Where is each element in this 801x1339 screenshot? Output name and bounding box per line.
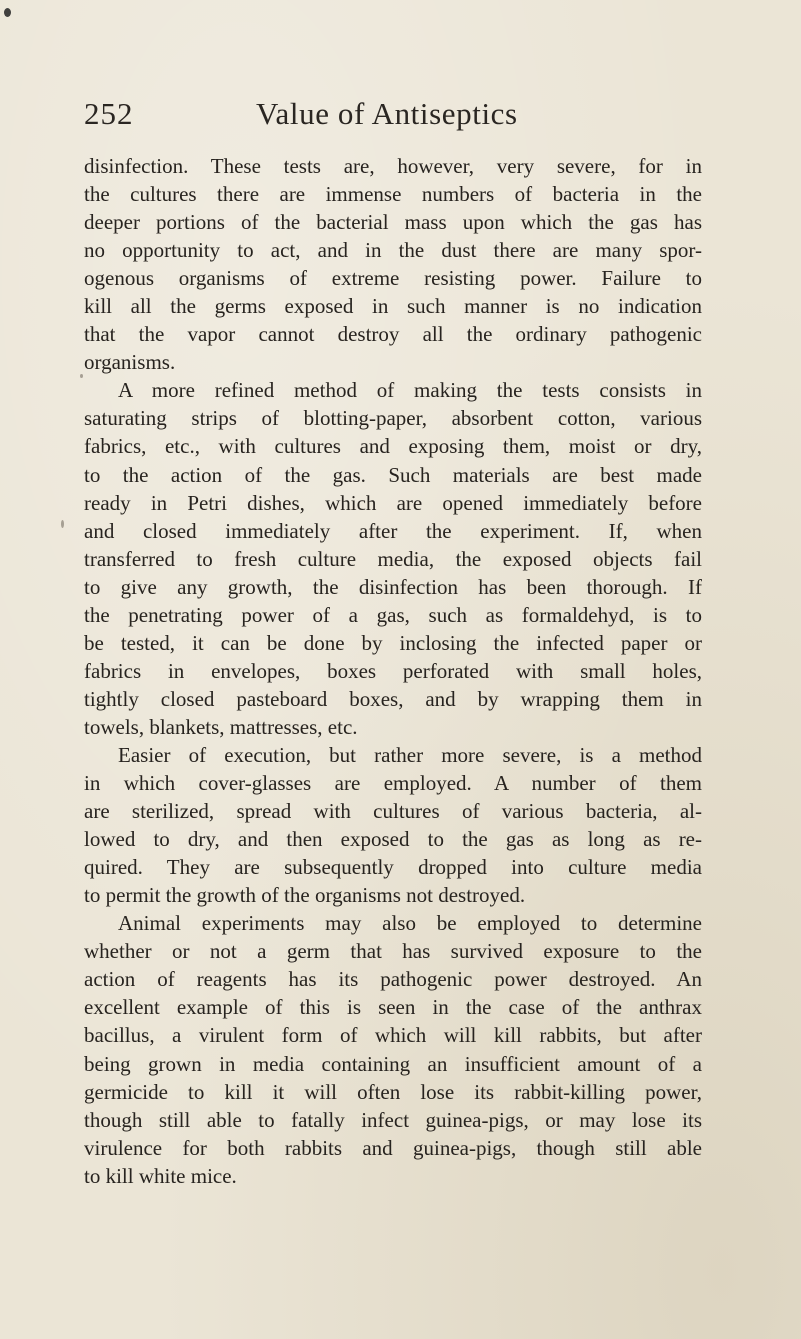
text-line: whether or not a germ that has survived exposure to the (84, 939, 702, 964)
page-speck (61, 520, 64, 528)
running-head (0, 96, 801, 140)
text-line: Easier of execution, but rather more severe, is a method (118, 742, 702, 767)
body-text (84, 152, 702, 1190)
page-speck (80, 374, 83, 378)
text-line: lowed to dry, and then exposed to the gas as long as re- (84, 827, 702, 852)
text-line: towels, blankets, mattresses, etc. (84, 714, 358, 739)
text-line: germicide to kill it will often lose its rabbit-killing power, (84, 1079, 702, 1104)
paragraph (84, 376, 702, 741)
page-number: 252 (84, 96, 134, 131)
paragraph (84, 741, 702, 909)
text-line: action of reagents has its pathogenic power destroyed. An (84, 967, 702, 992)
text-line: the cultures there are immense numbers of bacteria in the (84, 182, 702, 207)
text-line: bacillus, a virulent form of which will kill rabbits, but after (84, 1023, 702, 1048)
text-line: no opportunity to act, and in the dust there are many spor- (84, 238, 702, 263)
text-line: virulence for both rabbits and guinea-pigs, though still able (84, 1135, 702, 1160)
text-line: tightly closed pasteboard boxes, and by wrapping them in (84, 686, 702, 711)
text-line: in which cover-glasses are employed. A number of them (84, 771, 702, 796)
text-line: fabrics in envelopes, boxes perforated with small holes, (84, 658, 702, 683)
text-line: to give any growth, the disinfection has been thorough. If (84, 574, 702, 599)
text-line: to the action of the gas. Such materials are best made (84, 462, 702, 487)
paragraph (84, 152, 702, 376)
text-line: fabrics, etc., with cultures and exposing them, moist or dry, (84, 434, 702, 459)
text-line: organisms. (84, 350, 176, 375)
text-line: saturating strips of blotting-paper, absorbent cotton, various (84, 406, 702, 431)
text-line: disinfection. These tests are, however, very severe, for in (84, 154, 702, 178)
text-line: be tested, it can be done by inclosing the infected paper or (84, 630, 702, 655)
text-line: the penetrating power of a gas, such as formaldehyd, is to (84, 602, 702, 627)
text-line: that the vapor cannot destroy all the ordinary pathogenic (84, 322, 702, 347)
text-line: transferred to fresh culture media, the exposed objects fail (84, 546, 702, 571)
text-line: ready in Petri dishes, which are opened immediately before (84, 490, 702, 515)
text-line: ogenous organisms of extreme resisting power. Failure to (84, 266, 702, 291)
running-title: Value of Antiseptics (256, 96, 518, 131)
text-line: excellent example of this is seen in the case of the anthrax (84, 995, 702, 1020)
text-line: kill all the germs exposed in such manner is no indication (84, 294, 702, 319)
text-line: Animal experiments may also be employed to determine (118, 911, 702, 936)
text-line: quired. They are subsequently dropped into culture media (84, 855, 702, 880)
paragraph (84, 909, 702, 1189)
text-line: are sterilized, spread with cultures of various bacteria, al- (84, 799, 702, 824)
text-line: deeper portions of the bacterial mass upon which the gas has (84, 210, 702, 235)
text-line: to kill white mice. (84, 1163, 237, 1188)
text-line: A more refined method of making the tests consists in (118, 378, 702, 403)
text-line: and closed immediately after the experiment. If, when (84, 518, 702, 543)
page-speck (4, 8, 11, 17)
text-line: being grown in media containing an insufficient amount of a (84, 1051, 702, 1076)
text-line: to permit the growth of the organisms not destroyed. (84, 883, 526, 908)
text-line: though still able to fatally infect guinea-pigs, or may lose its (84, 1107, 702, 1132)
